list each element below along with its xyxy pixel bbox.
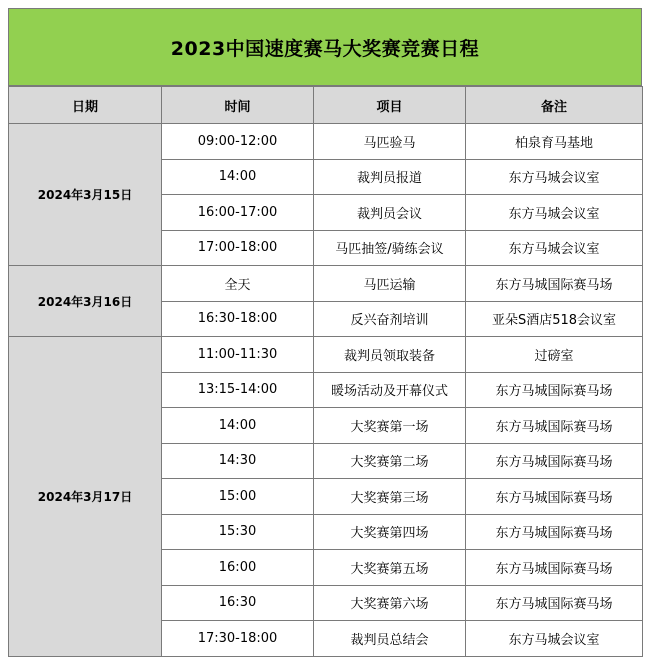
note-cell: 东方马城会议室 bbox=[466, 195, 643, 231]
item-cell: 裁判员总结会 bbox=[314, 621, 466, 657]
table-row bbox=[9, 124, 643, 160]
note-cell: 东方马城国际赛马场 bbox=[466, 550, 643, 586]
item-cell: 反兴奋剂培训 bbox=[314, 301, 466, 337]
note-cell: 东方马城会议室 bbox=[466, 230, 643, 266]
time-cell: 16:30 bbox=[162, 585, 314, 621]
time-cell: 16:00 bbox=[162, 550, 314, 586]
schedule-sheet bbox=[8, 8, 642, 657]
time-cell: 13:15-14:00 bbox=[162, 372, 314, 408]
item-cell: 马匹抽签/骑练会议 bbox=[314, 230, 466, 266]
time-cell: 17:00-18:00 bbox=[162, 230, 314, 266]
header-row bbox=[9, 87, 643, 124]
item-cell: 马匹验马 bbox=[314, 124, 466, 160]
time-cell: 09:00-12:00 bbox=[162, 124, 314, 160]
time-cell: 17:30-18:00 bbox=[162, 621, 314, 657]
time-cell: 16:00-17:00 bbox=[162, 195, 314, 231]
header-item: 项目 bbox=[314, 87, 466, 124]
note-cell: 东方马城国际赛马场 bbox=[466, 585, 643, 621]
item-cell: 大奖赛第四场 bbox=[314, 514, 466, 550]
time-cell: 16:30-18:00 bbox=[162, 301, 314, 337]
time-cell: 14:00 bbox=[162, 408, 314, 444]
note-cell: 东方马城国际赛马场 bbox=[466, 408, 643, 444]
note-cell: 东方马城会议室 bbox=[466, 621, 643, 657]
item-cell: 裁判员报道 bbox=[314, 159, 466, 195]
note-cell: 东方马城国际赛马场 bbox=[466, 479, 643, 515]
note-cell: 东方马城国际赛马场 bbox=[466, 266, 643, 302]
note-cell: 东方马城国际赛马场 bbox=[466, 514, 643, 550]
note-cell: 柏泉育马基地 bbox=[466, 124, 643, 160]
note-cell: 亚朵S酒店518会议室 bbox=[466, 301, 643, 337]
table-row bbox=[9, 266, 643, 302]
item-cell: 裁判员会议 bbox=[314, 195, 466, 231]
header-note: 备注 bbox=[466, 87, 643, 124]
time-cell: 14:00 bbox=[162, 159, 314, 195]
item-cell: 大奖赛第三场 bbox=[314, 479, 466, 515]
time-cell: 15:30 bbox=[162, 514, 314, 550]
item-cell: 大奖赛第五场 bbox=[314, 550, 466, 586]
time-cell: 14:30 bbox=[162, 443, 314, 479]
date-cell: 2024年3月15日 bbox=[9, 124, 162, 266]
item-cell: 裁判员领取装备 bbox=[314, 337, 466, 373]
item-cell: 大奖赛第一场 bbox=[314, 408, 466, 444]
time-cell: 15:00 bbox=[162, 479, 314, 515]
date-cell: 2024年3月17日 bbox=[9, 337, 162, 657]
note-cell: 东方马城会议室 bbox=[466, 159, 643, 195]
header-date: 日期 bbox=[9, 87, 162, 124]
item-cell: 大奖赛第二场 bbox=[314, 443, 466, 479]
title-bar bbox=[8, 8, 642, 86]
date-cell: 2024年3月16日 bbox=[9, 266, 162, 337]
note-cell: 过磅室 bbox=[466, 337, 643, 373]
item-cell: 马匹运输 bbox=[314, 266, 466, 302]
time-cell: 全天 bbox=[162, 266, 314, 302]
item-cell: 大奖赛第六场 bbox=[314, 585, 466, 621]
time-cell: 11:00-11:30 bbox=[162, 337, 314, 373]
schedule-table bbox=[8, 86, 643, 657]
header-time: 时间 bbox=[162, 87, 314, 124]
note-cell: 东方马城国际赛马场 bbox=[466, 443, 643, 479]
item-cell: 暖场活动及开幕仪式 bbox=[314, 372, 466, 408]
table-row bbox=[9, 337, 643, 373]
note-cell: 东方马城国际赛马场 bbox=[466, 372, 643, 408]
page-title: 2023中国速度赛马大奖赛竞赛日程 bbox=[170, 37, 480, 60]
